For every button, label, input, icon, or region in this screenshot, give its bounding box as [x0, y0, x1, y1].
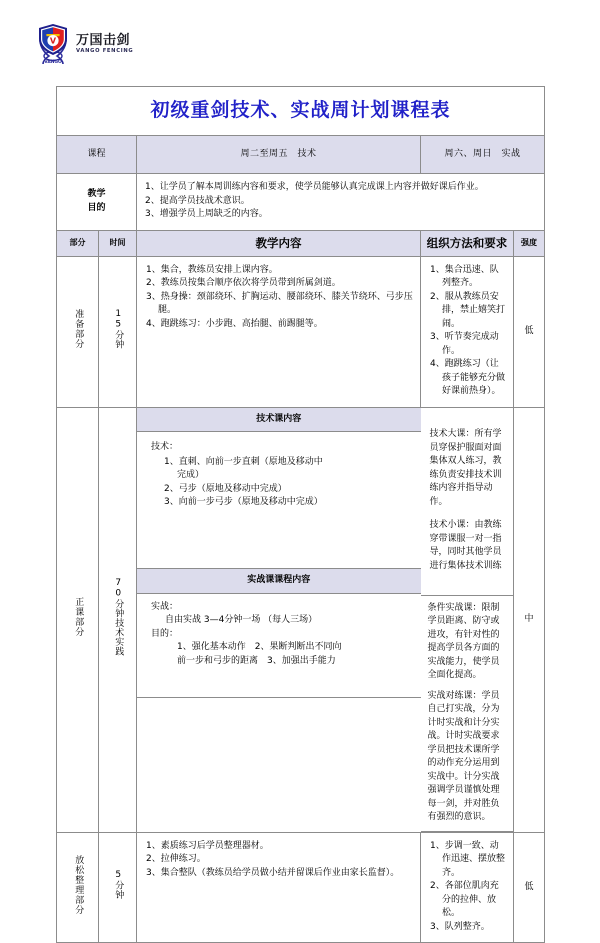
combat-line-3: 前一步和弓步的距离 3、加强出手能力 — [177, 655, 336, 666]
brand-logo — [36, 22, 133, 66]
preparation-intensity: 低 — [514, 256, 545, 407]
course-schedule-table — [56, 86, 545, 943]
shield-emblem-icon — [36, 22, 70, 66]
combat-line-2: 1、强化基本动作 2、果断判断出不同向 — [177, 642, 342, 653]
technical-item: 完成） — [177, 470, 205, 481]
technical-method-paragraph: 技术小课：由教练穿带课服一对一指导，同时其他学员进行集体技术训练 — [429, 520, 502, 571]
cooldown-method-item: 2、各部位肌肉充分的拉伸、放松。 — [430, 881, 499, 919]
combat-subhead-row — [137, 569, 421, 594]
preparation-method-item: 1、集合迅速、队列整齐。 — [430, 264, 499, 289]
cooldown-method-item: 3、队列整齐。 — [430, 921, 490, 932]
section-part-main: 正课部分 — [57, 407, 99, 832]
technical-item: 3、向前一步弓步（原地及移动中完成） — [164, 497, 323, 508]
technical-lead: 技术： — [151, 442, 179, 453]
aim-label-line1: 教学 — [87, 189, 106, 200]
column-header-time: 时间 — [99, 230, 137, 256]
combat-subhead: 实战课课程内容 — [137, 569, 421, 594]
section-part-cooldown: 放松整理部分 — [57, 832, 99, 943]
preparation-content-item: 1、集合，教练员安排上课内容。 — [146, 264, 278, 275]
svg-text:VANGO: VANGO — [44, 60, 62, 65]
technical-method — [421, 408, 514, 596]
technical-content — [137, 432, 421, 569]
course-label: 课程 — [57, 135, 137, 174]
combat-notes-row — [421, 595, 514, 831]
technical-method-row — [421, 408, 514, 596]
technical-body-row — [137, 432, 421, 569]
main-content-container — [137, 407, 421, 832]
aim-item: 1、让学员了解本周训练内容和要求，使学员能够认真完成课上内容并做好课后作业。 — [145, 182, 484, 192]
logo-english-name: VANGO FENCING — [76, 47, 134, 54]
preparation-content-item: 3、热身操：颈部绕环、扩胸运动、腰部绕环、膝关节绕环、弓步压腿。 — [146, 291, 413, 316]
preparation-method-item: 2、服从教练员安排，禁止嬉笑打闹。 — [430, 291, 506, 329]
course-weekend-value: 周六、周日 实战 — [421, 135, 545, 174]
combat-lead-1: 实战： — [151, 601, 179, 612]
combat-lead-2: 目的： — [151, 628, 179, 639]
column-header-part: 部分 — [57, 230, 99, 256]
logo-chinese-name: 万国击剑 — [76, 32, 131, 48]
aim-content — [137, 174, 545, 231]
column-header-intensity: 强度 — [514, 230, 545, 256]
table-row-column-headers — [57, 230, 545, 256]
column-header-method: 组织方法和要求 — [421, 230, 514, 256]
preparation-content — [137, 256, 421, 407]
cooldown-method-item: 1、步调一致、动作迅速、摆放整齐。 — [430, 840, 506, 878]
table-row-preparation — [57, 256, 545, 407]
aim-label — [57, 174, 137, 231]
table-row-course — [57, 135, 545, 174]
technical-method-paragraph: 技术大课：所有学员穿保护服面对面集体双人练习，教练负责安排技术训练内容并指导动作。 — [429, 429, 502, 507]
combat-body-row — [137, 593, 421, 697]
aim-item: 2、提高学员技战术意识。 — [145, 195, 250, 206]
page-title: 初级重剑技术、实战周计划课程表 — [150, 99, 451, 121]
preparation-content-item: 2、教练员按集合顺序依次将学员带到所属剑道。 — [146, 278, 341, 289]
section-time-main: 70分钟技术实践 — [99, 407, 137, 832]
main-method-container — [421, 407, 514, 832]
course-weekday-value: 周二至周五 技术 — [137, 135, 421, 174]
cooldown-intensity: 低 — [514, 832, 545, 943]
combat-content — [137, 593, 421, 697]
aim-label-line2: 目的 — [87, 202, 106, 213]
technical-subhead-row — [137, 408, 421, 432]
table-row-title — [57, 87, 545, 136]
preparation-method — [421, 256, 514, 407]
column-header-content: 教学内容 — [137, 230, 421, 256]
main-intensity: 中 — [514, 407, 545, 832]
combat-notes — [421, 595, 514, 831]
table-row-main-section — [57, 407, 545, 832]
technical-subhead: 技术课内容 — [137, 408, 421, 432]
section-time-cooldown: 5分钟 — [99, 832, 137, 943]
page-title-cell — [57, 87, 545, 136]
combat-note: 实战对练课：学员自己打实战，分为计时实战和计分实战。计时实战要求学员把技术课所学的动作充分运用到实战中。计分实战强调学员谨慎处理每一剑，并对胜负有强烈的意识。 — [427, 690, 500, 823]
table-row-aim — [57, 174, 545, 231]
preparation-content-item: 4、跑跳练习：小步跑、高抬腿、前踢腿等。 — [146, 318, 323, 329]
technical-item: 1、直刺、向前一步直刺（原地及移动中 — [164, 456, 323, 467]
combat-line-1: 自由实战 3—4分钟一场 （每人三场） — [165, 615, 318, 626]
svg-text:V: V — [49, 36, 57, 46]
cooldown-content-item: 3、集合整队（教练员给学员做小结并留课后作业由家长监督）。 — [146, 867, 400, 878]
section-time-preparation: 15分钟 — [99, 256, 137, 407]
cooldown-content-item: 1、素质练习后学员整理器材。 — [146, 840, 269, 851]
preparation-method-item: 3、听节奏完成动作。 — [430, 332, 499, 356]
cooldown-content-item: 2、拉伸练习。 — [146, 854, 206, 865]
technical-item: 2、弓步（原地及移动中完成） — [164, 483, 287, 494]
combat-note: 条件实战课：限制学员距离、防守或进攻，有针对性的提高学员各方面的实战能力，使学员全面化提高。 — [427, 602, 500, 681]
aim-item: 3、增强学员上周缺乏的内容。 — [145, 209, 268, 219]
section-part-preparation: 准备部分 — [57, 256, 99, 407]
preparation-method-item: 4、跑跳练习（让孩子能够充分做好课前热身）。 — [430, 359, 506, 397]
